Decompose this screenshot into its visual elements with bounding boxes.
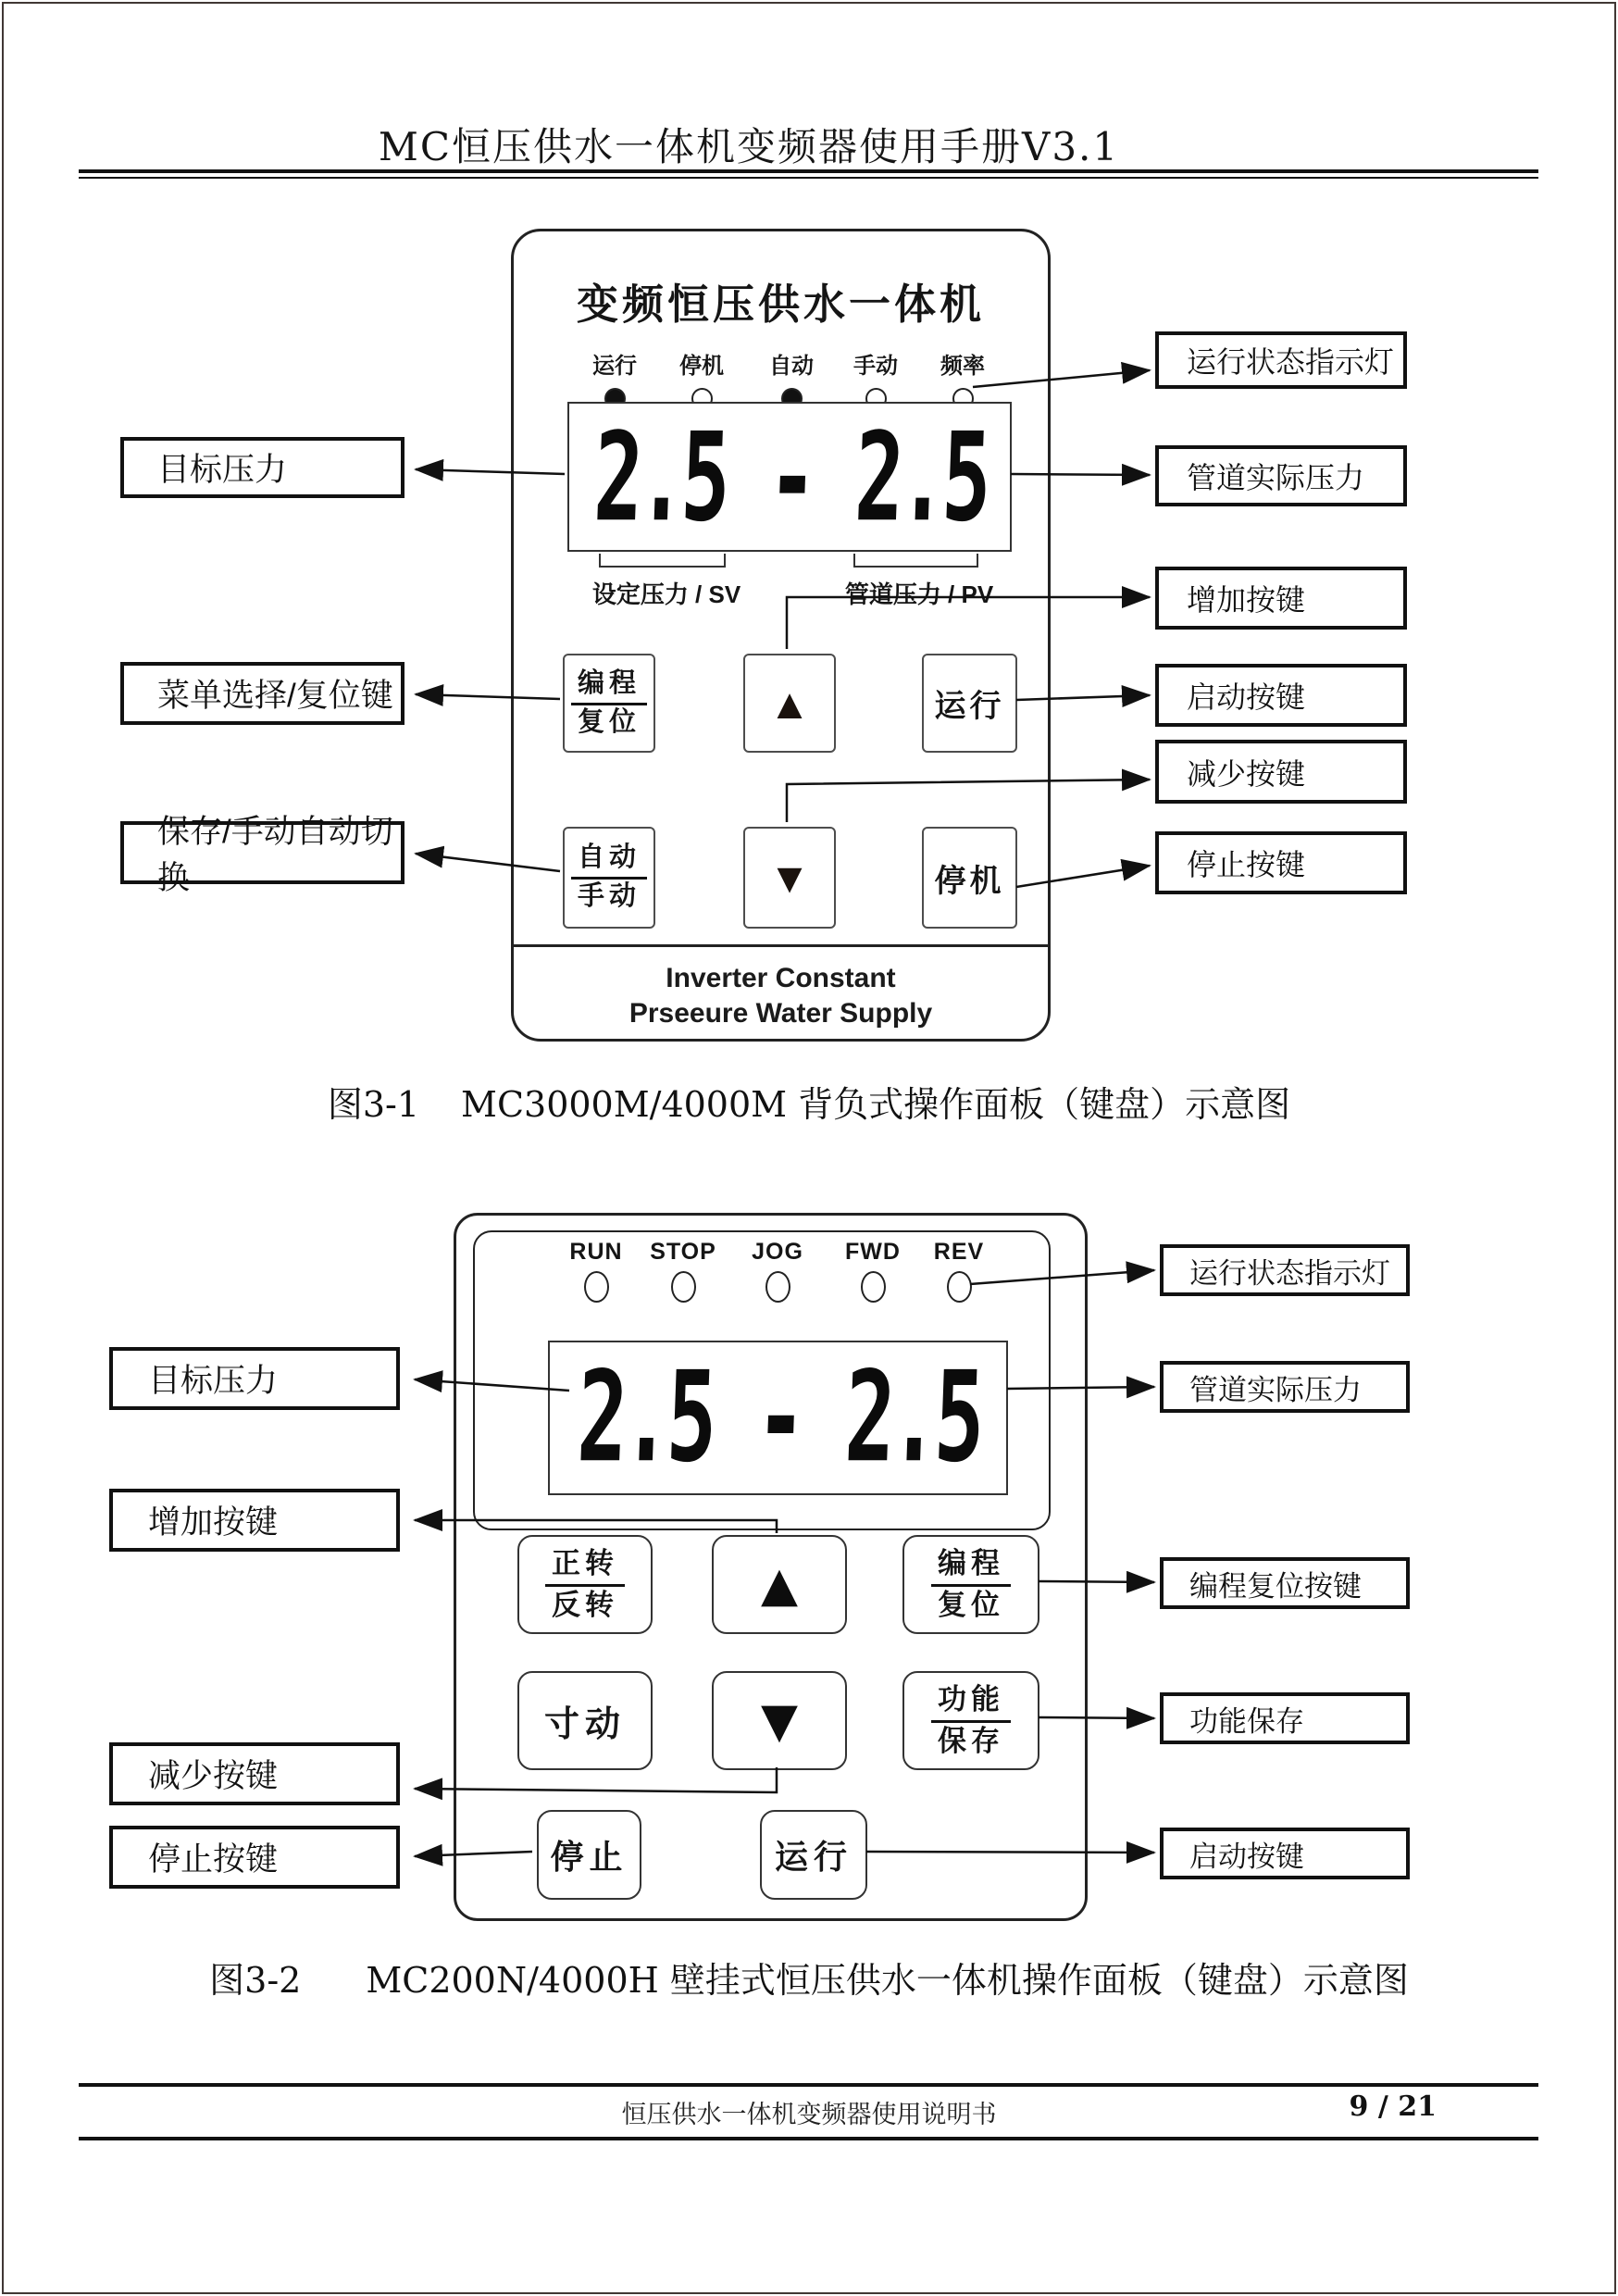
callout-increase-1 bbox=[1155, 567, 1407, 630]
callout-stop-1 bbox=[1155, 831, 1407, 894]
callout-label: 管道实际压力 bbox=[1189, 1373, 1362, 1406]
decrease-button-2[interactable] bbox=[712, 1671, 847, 1770]
figure-title: MC3000M/4000M 背负式操作面板（键盘）示意图 bbox=[461, 1084, 1291, 1125]
indicator-fwd bbox=[831, 1239, 915, 1307]
indicator-run-label: 运行 bbox=[592, 354, 637, 379]
run-button-2-label: 运行 bbox=[774, 1838, 853, 1877]
pressure-display-value: 2.5 - 2.5 bbox=[591, 405, 989, 549]
callout-label: 启动按键 bbox=[1187, 680, 1306, 714]
function-save-button-label: $\frac{\text{功能}}{\text{保存}}$ bbox=[931, 1681, 1011, 1760]
callout-program-reset bbox=[1160, 1557, 1410, 1609]
callout-label: 减少按键 bbox=[1187, 756, 1306, 791]
pv-bracket bbox=[853, 554, 978, 568]
callout-label: 启动按键 bbox=[1189, 1840, 1304, 1873]
pv-label: 管道压力 / PV bbox=[844, 580, 994, 608]
indicator-stop-en-label: STOP bbox=[650, 1239, 716, 1265]
indicator-auto-label: 自动 bbox=[769, 354, 814, 379]
program-reset-button-2-label: $\frac{\text{编程}}{\text{复位}}$ bbox=[931, 1545, 1011, 1624]
down-arrow-icon: ▼ bbox=[761, 1692, 798, 1749]
figure-number: 图3-2 bbox=[209, 1960, 302, 2001]
jog-button-label: 寸动 bbox=[543, 1703, 626, 1744]
indicator-stop-label: 停机 bbox=[679, 354, 724, 379]
auto-manual-button-label: $\frac{\text{自动}}{\text{手动}}$ bbox=[571, 841, 647, 914]
figure-title: MC200N/4000H 壁挂式恒压供水一体机操作面板（键盘）示意图 bbox=[366, 1960, 1409, 2001]
indicator-run-en bbox=[554, 1239, 638, 1307]
run-button[interactable] bbox=[922, 654, 1017, 753]
brand-text bbox=[514, 961, 1048, 1030]
callout-status-leds-2 bbox=[1160, 1244, 1410, 1296]
auto-manual-button[interactable] bbox=[563, 827, 655, 929]
forward-reverse-button-label: $\frac{\text{正转}}{\text{反转}}$ bbox=[545, 1545, 625, 1624]
jog-button[interactable] bbox=[517, 1671, 653, 1770]
function-save-button[interactable] bbox=[902, 1671, 1039, 1770]
header-title: MC恒压供水一体机变频器使用手册V3.1 bbox=[378, 124, 1120, 169]
up-arrow-icon: ▲ bbox=[761, 1556, 798, 1613]
jog-led-icon bbox=[765, 1271, 790, 1303]
callout-label: 减少按键 bbox=[148, 1758, 279, 1794]
callout-label: 菜单选择/复位键 bbox=[157, 678, 393, 714]
program-reset-button-label: $\frac{\text{编程}}{\text{复位}}$ bbox=[571, 667, 647, 740]
forward-reverse-button[interactable] bbox=[517, 1535, 653, 1634]
figure-caption-1 bbox=[0, 1076, 1618, 1127]
callout-label: 功能保存 bbox=[1189, 1704, 1304, 1738]
figure-caption-2 bbox=[0, 1952, 1618, 2003]
callout-label: 目标压力 bbox=[148, 1363, 279, 1399]
callout-label: 增加按键 bbox=[1187, 583, 1306, 617]
callout-start-1 bbox=[1155, 664, 1407, 727]
callout-decrease-2 bbox=[109, 1742, 400, 1805]
callout-label: 停止按键 bbox=[1187, 848, 1306, 881]
header-rule-thin bbox=[79, 177, 1538, 179]
stop-led-icon bbox=[671, 1271, 696, 1303]
callout-label: 运行状态指示灯 bbox=[1189, 1256, 1390, 1290]
indicator-rev bbox=[917, 1239, 1001, 1307]
callout-target-pressure-2 bbox=[109, 1347, 400, 1410]
up-arrow-icon: ▲ bbox=[768, 679, 811, 728]
sv-bracket bbox=[599, 554, 726, 568]
callout-label: 运行状态指示灯 bbox=[1187, 345, 1395, 379]
callout-stop-2 bbox=[109, 1826, 400, 1889]
footer-title: 恒压供水一体机变频器使用说明书 bbox=[621, 2101, 997, 2129]
sv-label: 设定压力 / SV bbox=[591, 580, 741, 608]
callout-label: 管道实际压力 bbox=[1187, 461, 1365, 494]
callout-function-save bbox=[1160, 1692, 1410, 1744]
indicator-stop-en bbox=[641, 1239, 725, 1307]
fwd-led-icon bbox=[861, 1271, 886, 1303]
indicator-frequency-label: 频率 bbox=[940, 354, 985, 379]
callout-decrease-1 bbox=[1155, 740, 1407, 804]
rev-led-icon bbox=[947, 1271, 972, 1303]
run-led-icon bbox=[584, 1271, 609, 1303]
down-arrow-icon: ▼ bbox=[768, 854, 811, 902]
callout-label: 停止按键 bbox=[148, 1841, 279, 1878]
callout-label: 增加按键 bbox=[148, 1504, 279, 1541]
callout-label: 保存/手动自动切换 bbox=[157, 814, 393, 896]
footer-rule-bottom bbox=[79, 2137, 1538, 2140]
pressure-display-2 bbox=[548, 1341, 1008, 1495]
panel2-wall-keypad bbox=[454, 1213, 1088, 1921]
brand-line1: Inverter Constant bbox=[666, 963, 896, 993]
pressure-display bbox=[567, 402, 1012, 552]
panel1-divider bbox=[514, 944, 1048, 947]
program-reset-button-2[interactable] bbox=[902, 1535, 1039, 1634]
indicator-run-en-label: RUN bbox=[569, 1239, 623, 1265]
stop-button-2-label: 停止 bbox=[550, 1838, 629, 1877]
increase-button[interactable] bbox=[743, 654, 836, 753]
decrease-button[interactable] bbox=[743, 827, 836, 929]
stop-button-2[interactable] bbox=[537, 1810, 641, 1900]
indicator-jog bbox=[736, 1239, 819, 1307]
program-reset-button[interactable] bbox=[563, 654, 655, 753]
callout-start-2 bbox=[1160, 1828, 1410, 1879]
run-button-label: 运行 bbox=[934, 689, 1005, 724]
stop-button[interactable] bbox=[922, 827, 1017, 929]
callout-increase-2 bbox=[109, 1489, 400, 1552]
callout-save-switch bbox=[120, 814, 404, 896]
indicator-rev-label: REV bbox=[933, 1239, 985, 1265]
callout-menu-reset bbox=[120, 662, 404, 725]
indicator-fwd-label: FWD bbox=[845, 1239, 901, 1265]
footer-rule-top bbox=[79, 2083, 1538, 2087]
indicator-manual-label: 手动 bbox=[853, 354, 898, 379]
callout-label: 编程复位按键 bbox=[1189, 1569, 1362, 1603]
callout-pipe-pressure-2 bbox=[1160, 1361, 1410, 1413]
callout-label: 目标压力 bbox=[157, 452, 288, 488]
header-rule-thick bbox=[79, 169, 1538, 173]
indicator-jog-label: JOG bbox=[752, 1239, 803, 1265]
page-number: 9 / 21 bbox=[1349, 2090, 1437, 2123]
callout-status-leds-1 bbox=[1155, 331, 1407, 389]
figure-number: 图3-1 bbox=[327, 1084, 420, 1125]
stop-button-label: 停机 bbox=[934, 863, 1005, 899]
pressure-display-2-value: 2.5 - 2.5 bbox=[574, 1344, 982, 1491]
run-button-2[interactable] bbox=[760, 1810, 867, 1900]
callout-pipe-pressure-1 bbox=[1155, 445, 1407, 506]
brand-line2: Prseeure Water Supply bbox=[629, 997, 933, 1029]
increase-button-2[interactable] bbox=[712, 1535, 847, 1634]
callout-target-pressure-1 bbox=[120, 437, 404, 498]
panel1-title: 变频恒压供水一体机 bbox=[576, 281, 985, 328]
panel1-backpack-keypad bbox=[511, 229, 1051, 1042]
